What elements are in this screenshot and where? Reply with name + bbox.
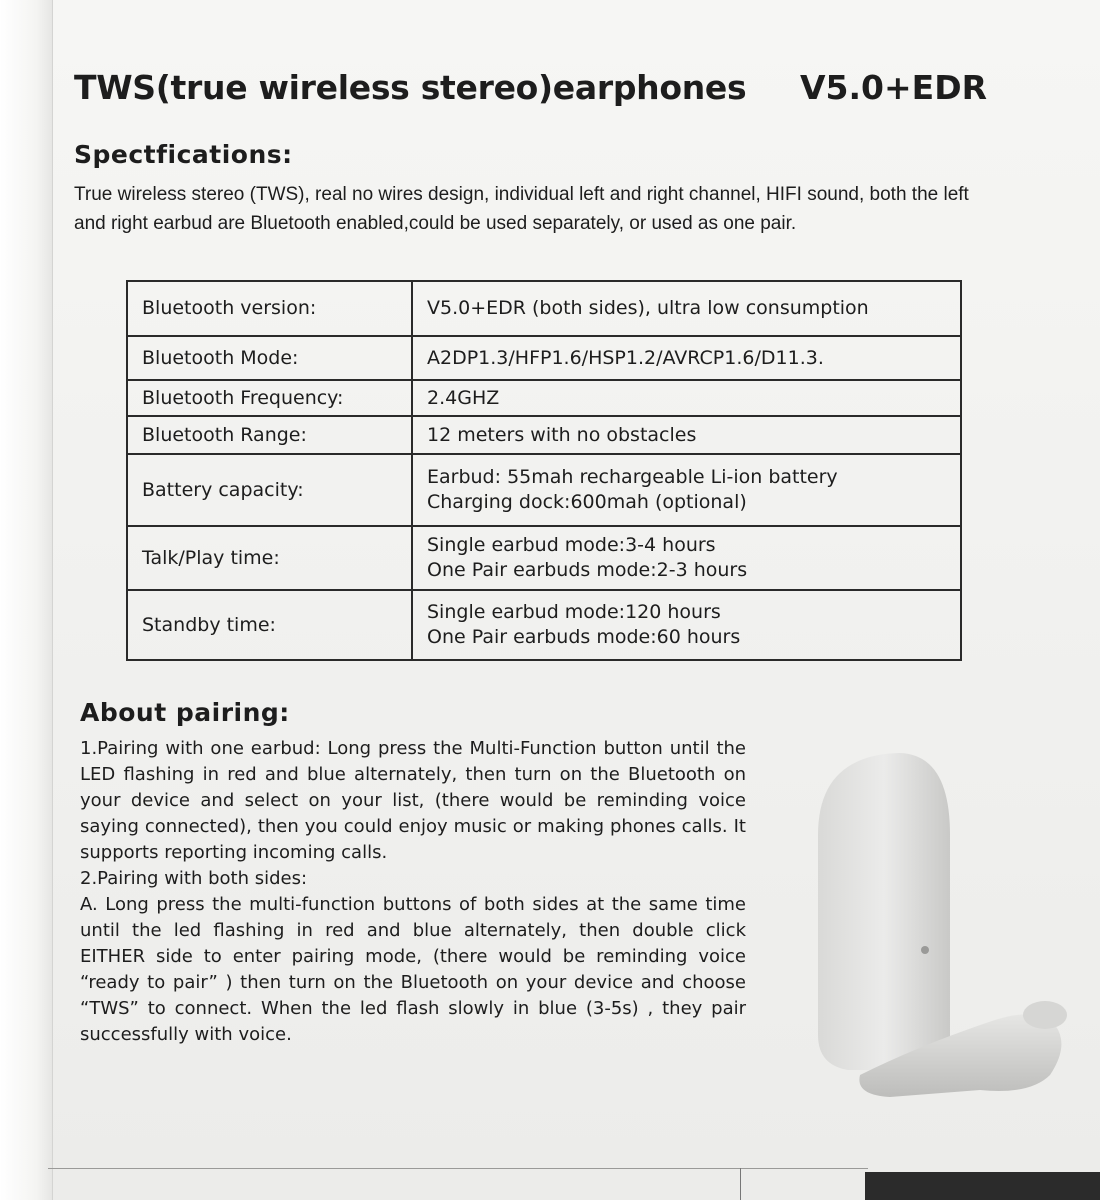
spec-key: Talk/Play time: [127, 526, 412, 590]
spec-value-line: Charging dock:600mah (optional) [427, 491, 747, 513]
specifications-heading: Spectfications: [74, 140, 293, 169]
spec-row-bluetooth-range [127, 416, 961, 454]
spec-row-bluetooth-version [127, 281, 961, 336]
spec-key: Battery capacity: [127, 454, 412, 526]
case-led-dot [921, 946, 929, 954]
spec-value-line: One Pair earbuds mode:2-3 hours [427, 559, 748, 581]
scan-edge-shadow [865, 1172, 1100, 1200]
spec-value-line: Earbud: 55mah rechargeable Li-ion battery [427, 466, 838, 488]
spec-value-line: Single earbud mode:3-4 hours [427, 534, 716, 556]
page-bottom-rule [48, 1168, 868, 1169]
pairing-step-1: 1.Pairing with one earbud: Long press the Multi-Function button until the LED flashing in red and blue alternately, then turn on the Bluetooth on your device and select on your list, (there would be reminding voice saying connected), then you could enjoy music or making phones calls. It supports reporting incoming calls. [80, 738, 746, 863]
spec-value [412, 416, 961, 454]
spec-table [126, 280, 962, 661]
page-fold-edge [0, 0, 53, 1200]
spec-value [412, 380, 961, 416]
title-version: V5.0+EDR [800, 68, 987, 107]
spec-value [412, 336, 961, 380]
spec-row-battery-capacity [127, 454, 961, 526]
spec-value [412, 590, 961, 660]
earbud-tip [1023, 1001, 1067, 1029]
spec-value [412, 281, 961, 336]
spec-value [412, 526, 961, 590]
pairing-heading: About pairing: [80, 698, 290, 727]
spec-row-bluetooth-frequency [127, 380, 961, 416]
spec-value [412, 454, 961, 526]
spec-key: Bluetooth Frequency: [127, 380, 412, 416]
spec-row-talk-play-time [127, 526, 961, 590]
spec-key: Standby time: [127, 590, 412, 660]
spec-key: Bluetooth Mode: [127, 336, 412, 380]
page-title: TWS(true wireless stereo)earphones [74, 68, 747, 107]
spec-key: Bluetooth Range: [127, 416, 412, 454]
charging-case-shape [818, 753, 950, 1070]
earbuds-product-photo [800, 745, 1100, 1105]
page-bottom-fold [740, 1168, 741, 1200]
spec-value-line: Single earbud mode:120 hours [427, 601, 721, 623]
specifications-intro: True wireless stereo (TWS), real no wires design, individual left and right channel, HIFI sound, both the left and right earbud are Bluetooth enabled,could be used separately, or used as one pair. [74, 184, 969, 234]
spec-row-bluetooth-mode [127, 336, 961, 380]
spec-row-standby-time [127, 590, 961, 660]
spec-value-line: One Pair earbuds mode:60 hours [427, 626, 741, 648]
spec-value-line: V5.0+EDR (both sides), ultra low consumption [427, 297, 869, 319]
pairing-instructions [80, 736, 746, 1048]
spec-value-line: 12 meters with no obstacles [427, 423, 697, 446]
pairing-step-2a: A. Long press the multi-function buttons of both sides at the same time until the led flashing in red and blue alternately, then double click EITHER side to enter pairing mode, (there would be reminding voice “ready to pair” ) then turn on the Bluetooth on your device and choose “TWS” to connect. When the led flash slowly in blue (3-5s) , they pair successfully with voice. [80, 894, 746, 1045]
pairing-step-2-title: 2.Pairing with both sides: [80, 868, 308, 889]
spec-value-line: A2DP1.3/HFP1.6/HSP1.2/AVRCP1.6/D11.3. [427, 346, 824, 369]
spec-value-line: 2.4GHZ [427, 386, 500, 409]
spec-key: Bluetooth version: [127, 281, 412, 336]
